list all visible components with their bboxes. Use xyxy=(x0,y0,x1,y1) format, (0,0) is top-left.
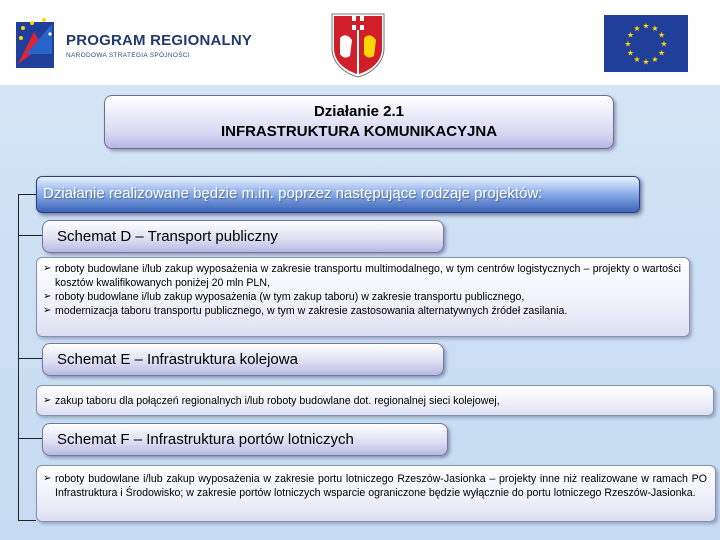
tree-connector-e xyxy=(18,358,42,359)
tree-connector-intro xyxy=(18,194,36,195)
eu-star-icon: ★ xyxy=(626,30,634,40)
eu-star-icon: ★ xyxy=(633,23,641,33)
schemat-e-label: Schemat E – Infrastruktura kolejowa xyxy=(42,343,444,376)
schemat-e-details xyxy=(36,385,714,416)
eu-star-icon: ★ xyxy=(658,30,666,40)
eu-star-icon: ★ xyxy=(642,57,650,67)
tree-connector-d xyxy=(18,235,42,236)
eu-star-icon: ★ xyxy=(651,55,659,65)
program-logo-title: PROGRAM REGIONALNY xyxy=(66,32,253,49)
eu-star-icon: ★ xyxy=(633,55,641,65)
program-regionalny-logo xyxy=(12,14,253,72)
eu-star-icon: ★ xyxy=(658,48,666,58)
tree-connector-f xyxy=(18,438,42,439)
tree-connector-bottom xyxy=(18,520,36,521)
schemat-d-item-2: ➢ roboty budowlane i/lub zakup wyposażenia (w tym zakup taboru) w zakresie transportu publicznego, xyxy=(55,290,681,304)
intro-banner: Działanie realizowane będzie m.in. poprzez następujące rodzaje projektów: xyxy=(36,176,640,213)
eu-star-icon: ★ xyxy=(626,48,634,58)
title-box xyxy=(104,95,614,149)
program-logo-subtitle: NARODOWA STRATEGIA SPÓJNOŚCI xyxy=(66,52,190,59)
schemat-f-details xyxy=(36,465,716,522)
action-number: Działanie 2.1 xyxy=(313,103,405,120)
eu-star-icon: ★ xyxy=(624,39,632,49)
schemat-d-item-1: ➢ roboty budowlane i/lub zakup wyposażenia w zakresie transportu multimodalnego, w tym centrów logistycznych – projekty o wartości kosztów kwalifikowanych poniżej 20 mln PLN, xyxy=(55,262,681,290)
eu-star-icon: ★ xyxy=(660,39,668,49)
schemat-d-label: Schemat D – Transport publiczny xyxy=(42,220,444,253)
action-title: INFRASTRUKTURA KOMUNIKACYJNA xyxy=(220,123,498,140)
eu-flag-icon xyxy=(604,15,688,72)
schemat-f-item-1: ➢ roboty budowlane i/lub zakup wyposażenia w zakresie portu lotniczego Rzeszów-Jasionka – projekty inne niż realizowane w ramach PO Infrastruktura i Środowisko; w zakresie portów lotniczych wsparcie ograniczone będzie wyłącznie do portu lotniczego Rzeszów-Jasionka. xyxy=(55,472,707,500)
program-regionalny-emblem-icon xyxy=(12,14,60,72)
coat-of-arms-icon xyxy=(330,12,386,78)
schemat-e-item-1: ➢ zakup taboru dla połączeń regionalnych i/lub roboty budowlane dot. regionalnej sieci kolejowej, xyxy=(55,394,705,408)
eu-star-icon: ★ xyxy=(651,23,659,33)
schemat-d-details xyxy=(36,257,690,337)
schemat-d-item-3: ➢ modernizacja taboru transportu publicznego, w tym w zakresie zastosowania alternatywnych źródeł zasilania. xyxy=(55,304,681,318)
tree-connector-vertical xyxy=(18,194,19,520)
eu-star-icon: ★ xyxy=(642,21,650,31)
schemat-f-label: Schemat F – Infrastruktura portów lotniczych xyxy=(42,423,448,456)
